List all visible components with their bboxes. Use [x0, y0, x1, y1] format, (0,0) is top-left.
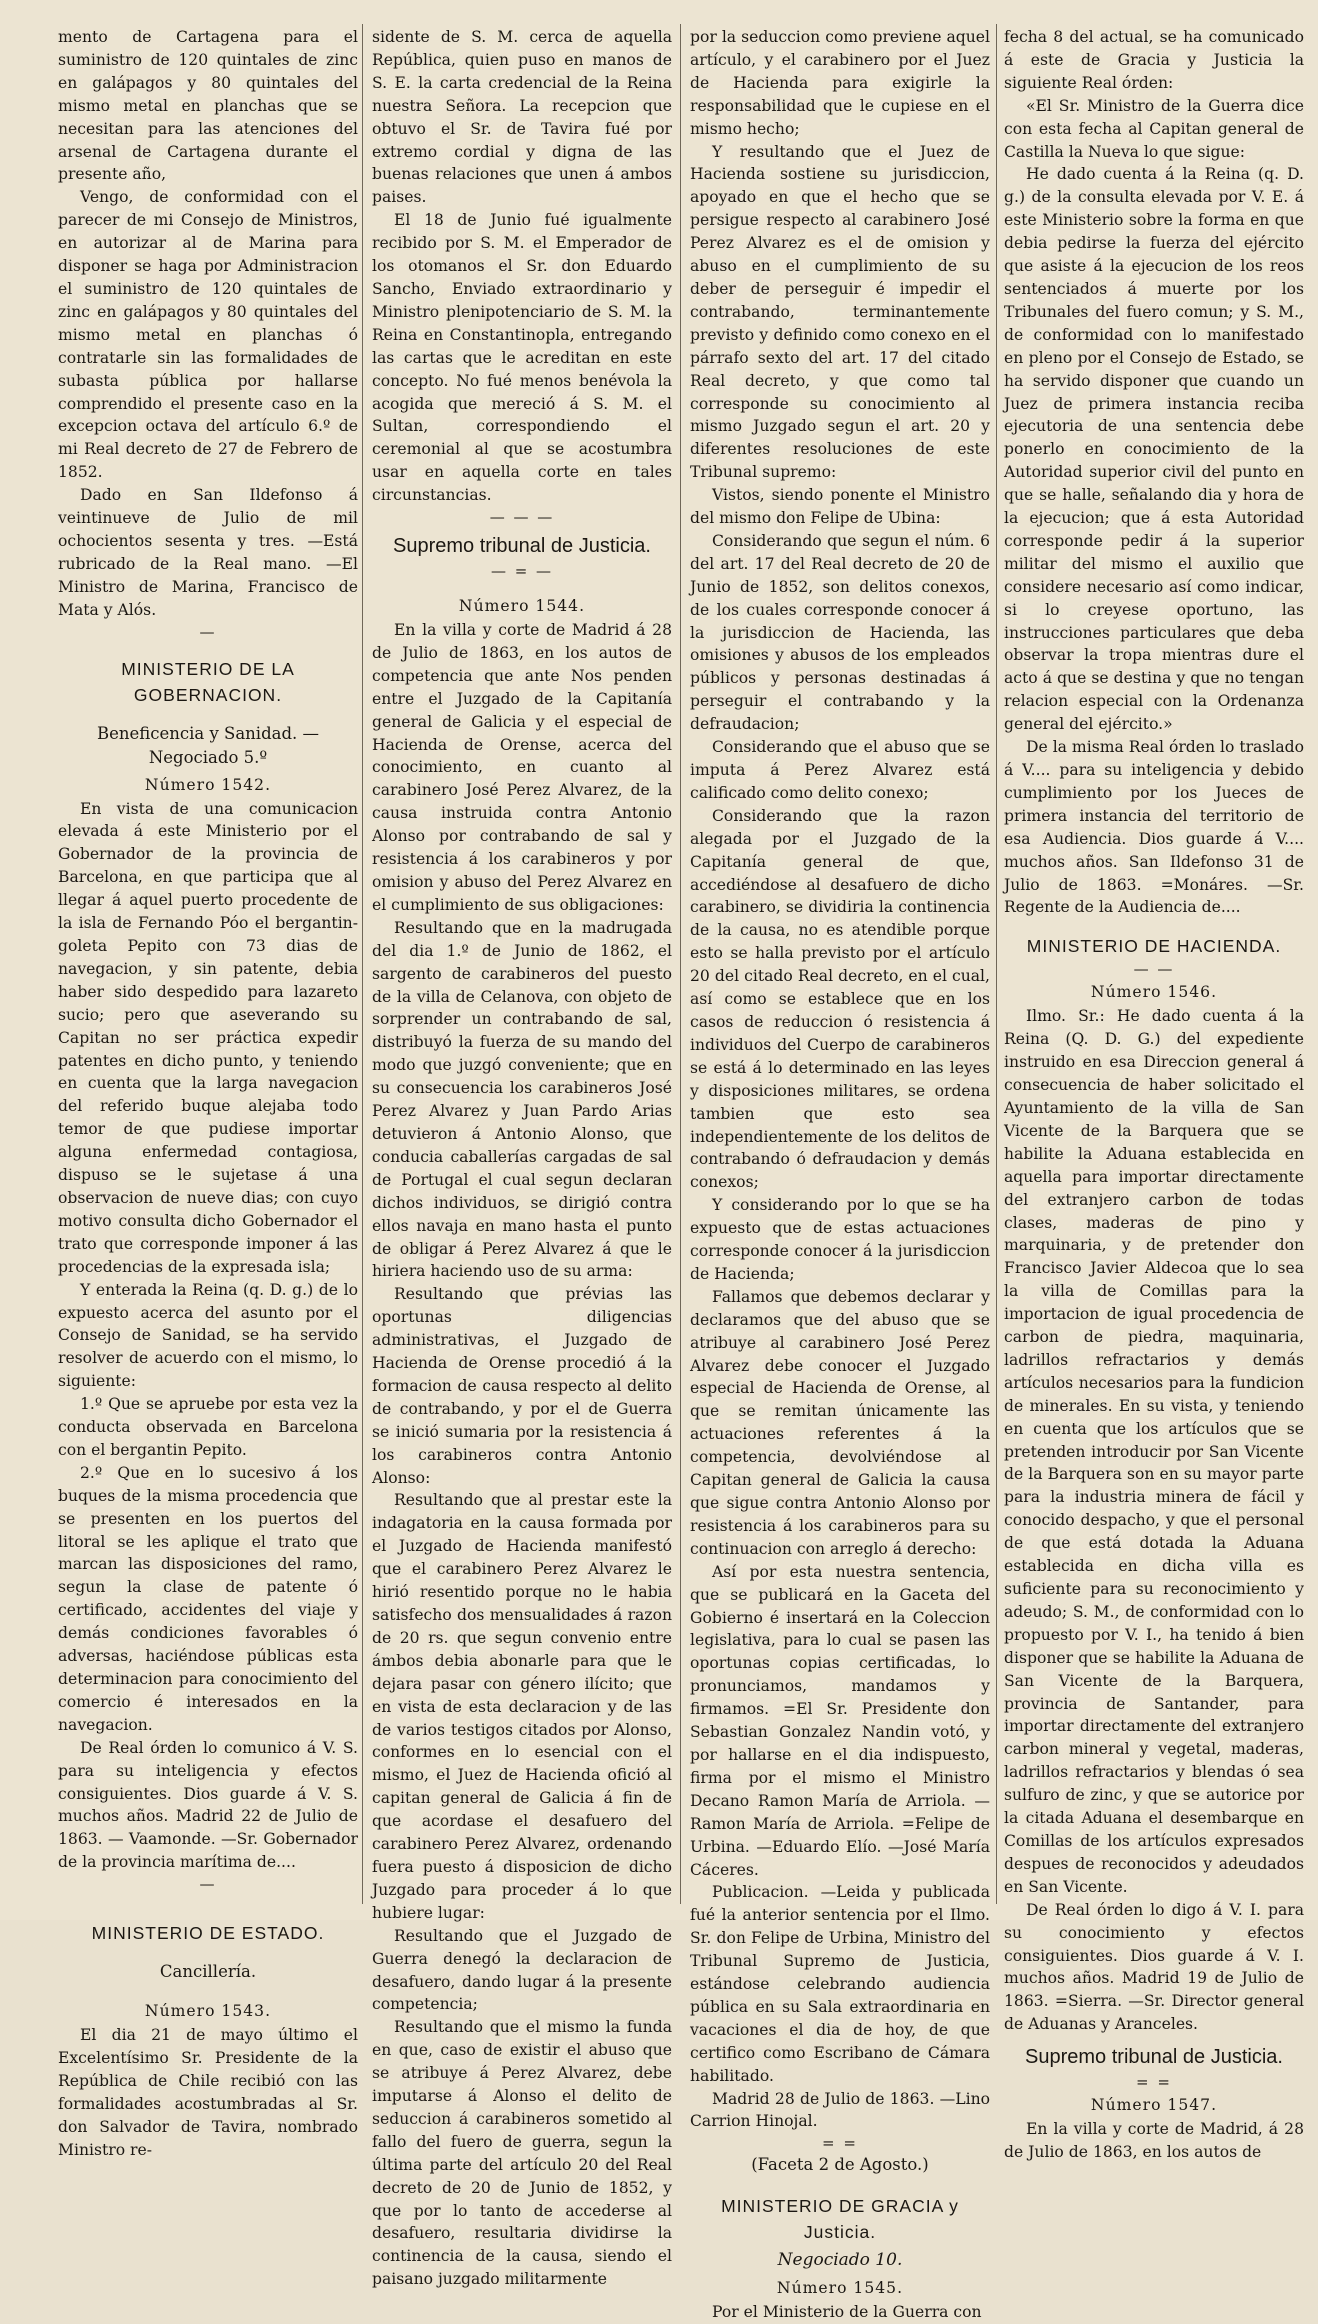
- paragraph: Considerando que la razon alegada por el Juzgado de la Capitanía general de que, accediéndose al desafuero de dicho carabinero, se dividiria la continencia de la causa, no es atendible porque esto se halla previsto por el artículo 20 del citado Real decreto, en el cual, así como se establece que en los casos de reduccion ó resistencia á individuos del Cuerpo de carabineros se está á lo determinado en las leyes y disposiciones militares, se ordena tambien que esto sea independientemente de los delitos de contrabando ó defraudacion y demás conexos;: [690, 806, 990, 1192]
- paragraph: por la seduccion como previene aquel artículo, y el carabinero por el Juez de Hacienda para exigirle la responsabilidad que le cupiese en el mismo hecho;: [690, 28, 990, 138]
- separator: — — —: [489, 508, 555, 527]
- paragraph: En vista de una comunicacion elevada á este Ministerio por el Gobernador de la provincia de Barcelona, en que participa que al llegar á aquel puerto procedente de la isla de Fernando Póo el bergantin-goleta Pepito con 73 dias de navegacion, y sin patente, debia haber sido despedido para lazareto sucio; pero que aseverando su Capitan no ser práctica expedir patentes en dicho punto, y teniendo en cuenta que la larga navegacion del referido buque alejaba todo temor de que pudiese importar alguna enfermedad contagiosa, dispuso se le sujetase á una observacion de nueve dias; con cuyo motivo consulta dicho Gobernador el trato que corresponde imponer á las procedencias de la expresada isla;: [58, 799, 358, 1276]
- section-heading-gracia-justicia: MINISTERIO DE GRACIA y Justicia.: [721, 2196, 959, 2243]
- section-heading-estado: MINISTERIO DE ESTADO.: [91, 1923, 325, 1944]
- column-3: [690, 26, 990, 2322]
- separator: —: [199, 622, 217, 641]
- paragraph: Vengo, de conformidad con el parecer de mi Consejo de Ministros, en autorizar al de Marina para disponer se haga por Administracion el suministro de 120 quintales de zinc en galápagos y 80 quintales del mismo metal en planchas ó contratarle sin las formalidades de subasta pública por hallarse comprendido el presente caso en la excepcion octava del artículo 6.º de mi Real decreto de 27 de Febrero de 1852.: [58, 188, 358, 482]
- paragraph: Así por esta nuestra sentencia, que se publicará en la Gaceta del Gobierno é insertará en la Coleccion legislativa, para lo cual se pasen las oportunas copias certificadas, lo pronunciamos, mandamos y firmamos. =El Sr. Presidente don Sebastian Gonzalez Nandin votó, y por hallarse en el dia indispuesto, firma por el mismo el Ministro Decano Ramon María de Arriola. —Ramon María de Arriola. =Felipe de Urbina. —Eduardo Elío. —José María Cáceres.: [690, 1562, 990, 1879]
- paragraph: De la misma Real órden lo traslado á V.... para su inteligencia y debido cumplimiento por los Jueces de primera instancia del territorio de esa Audiencia. Dios guarde á V.... muchos años. San Ildefonso 31 de Julio de 1863. =Monáres. —Sr. Regente de la Audiencia de....: [1004, 738, 1305, 917]
- paragraph: mento de Cartagena para el suministro de 120 quintales de zinc en galápagos y 80 quintales del mismo metal en planchas que se necesitan para las atenciones del arsenal de Cartagena durante el presente año,: [58, 28, 358, 184]
- separator: = =: [1136, 2073, 1172, 2092]
- section-heading-gobernacion: MINISTERIO DE LA GOBERNACION.: [121, 658, 295, 705]
- paragraph: Resultando que el mismo la funda en que, caso de existir el abuso que se atribuye á Perez Alvarez, debe imputarse á Alonso el delito de seduccion á carabineros sometido al fallo del fuero de guerra, segun la última parte del artículo 20 del Real decreto de 20 de Junio de 1852, y que por lo tanto de accederse al desafuero, resultaria dividirse la continencia de la causa, siendo el paisano juzgado militarmente: [372, 2018, 672, 2289]
- subheading-beneficencia: Beneficencia y Sanidad. —Negociado 5.º: [96, 723, 320, 767]
- paragraph: De Real órden lo comunico á V. S. para su inteligencia y efectos consiguientes. Dios guarde á V. S. muchos años. Madrid 22 de Julio de 1863. — Vaamonde. —Sr. Gobernador de la provincia marítima de....: [58, 1738, 358, 1872]
- paragraph: Vistos, siendo ponente el Ministro del mismo don Felipe de Ubina:: [690, 486, 990, 528]
- paragraph: De Real órden lo digo á V. I. para su conocimiento y efectos consiguientes. Dios guarde á V. I. muchos años. Madrid 19 de Julio de 1863. =Sierra. —Sr. Director general de Aduanas y Aranceles.: [1004, 1900, 1304, 2034]
- paragraph: Considerando que el abuso que se imputa á Perez Alvarez está calificado como delito conexo;: [690, 738, 990, 802]
- column-2: [372, 26, 672, 2289]
- item-number: Número 1547.: [1090, 2096, 1218, 2115]
- paragraph: Resultando que el Juzgado de Guerra denegó la declaracion de desafuero, dando lugar á la presente competencia;: [372, 1926, 672, 2014]
- item-number: Número 1542.: [144, 775, 272, 794]
- paragraph: 1.º Que se apruebe por esta vez la conducta observada en Barcelona con el bergantin Pepito.: [58, 1395, 358, 1459]
- separator: = =: [822, 2134, 858, 2153]
- separator: —: [199, 1875, 217, 1894]
- paragraph: Considerando que segun el núm. 6 del art. 17 del Real decreto de 20 de Junio de 1852, son delitos conexos, de los cuales corresponde conocer á la jurisdiccion de Hacienda, las omisiones y abusos de los empleados públicos y personas destinadas á perseguir el contrabando y la defraudacion;: [690, 531, 990, 734]
- item-number: Número 1546.: [1090, 983, 1218, 1002]
- paragraph: Dado en San Ildefonso á veintinueve de Julio de mil ochocientos sesenta y tres. —Está rubricado de la Real mano. —El Ministro de Marina, Francisco de Mata y Alós.: [58, 486, 358, 619]
- paragraph: En la villa y corte de Madrid, á 28 de Julio de 1863, en los autos de: [1004, 2120, 1304, 2162]
- paragraph: 2.º Que en lo sucesivo á los buques de la misma procedencia que se presenten en los puertos del litoral se les aplique el trato que marcan las disposiciones del ramo, segun la clase de patente ó certificado, accidentes del viaje y demás condiciones favorables ó adversas, haciéndose públicas esta determinacion para conocimiento del comercio é interesados en la navegacion.: [58, 1463, 358, 1734]
- paragraph: sidente de S. M. cerca de aquella República, quien puso en manos de S. E. la carta credencial de la Reina nuestra Señora. La recepcion que obtuvo el Sr. de Tavira fué por extremo cordial y digna de las buenas relaciones que unen á ambos paises.: [372, 28, 672, 207]
- paragraph: Por el Ministerio de la Guerra con: [712, 2303, 982, 2322]
- paragraph: En la villa y corte de Madrid á 28 de Julio de 1863, en los autos de competencia que ante Nos penden entre el Juzgado de la Capitanía general de Galicia y el especial de Hacienda de Orense, acerca del conocimiento, en cuanto al carabinero José Perez Alvarez, de la causa instruida contra Antonio Alonso por contrabando de sal y resistencia á los carabineros y por omision y abuso del Perez Alvarez en el cumplimiento de sus obligaciones:: [372, 621, 672, 914]
- paragraph: El dia 21 de mayo último el Excelentísimo Sr. Presidente de la República de Chile recibió con las formalidades acostumbradas al Sr. don Salvador de Tavira, nombrado Ministro re-: [58, 2026, 358, 2159]
- paragraph: «El Sr. Ministro de la Guerra dice con esta fecha al Capitan general de Castilla la Nueva lo que sigue:: [1004, 96, 1304, 161]
- item-number: Número 1545.: [776, 2279, 904, 2298]
- column-rule-2: [680, 24, 681, 1904]
- column-1: [58, 26, 358, 2159]
- paragraph: Y enterada la Reina (q. D. g.) de lo expuesto acerca del asunto por el Consejo de Sanidad, se ha servido resolver de acuerdo con el mismo, lo siguiente:: [58, 1280, 358, 1391]
- section-heading-supremo-tribunal: Supremo tribunal de Justicia.: [1025, 2046, 1283, 2069]
- separator: — = —: [490, 562, 554, 581]
- paragraph: Resultando que al prestar este la indagatoria en la causa formada por el Juzgado de Hacienda manifestó que el carabinero Perez Alvarez le hirió resentido porque no le habia satisfecho dos mensualidades á razon de 20 rs. que segun convenio entre ámbos debia abonarle para que le dejara pasar con género ilícito; que en vista de esta declaracion y de las de varios testigos citados por Alonso, conformes en lo esencial con el mismo, el Juez de Hacienda ofició al capitan general de Galicia á fin de que acordase el desafuero del carabinero Perez Alvarez, ordenando fuera puesto á disposicion de dicho Juzgado para proceder á lo que hubiere lugar:: [372, 1491, 672, 1922]
- negociado-label: Negociado 10.: [777, 2250, 903, 2271]
- section-heading-hacienda: MINISTERIO DE HACIENDA.: [1026, 936, 1282, 957]
- item-number: Número 1543.: [144, 2002, 272, 2021]
- section-heading-supremo-tribunal: Supremo tribunal de Justicia.: [393, 535, 651, 558]
- source-note: (Faceta 2 de Agosto.): [751, 2155, 929, 2175]
- paragraph: Resultando que prévias las oportunas diligencias administrativas, el Juzgado de Hacienda de Orense procedió á la formacion de causa respecto al delito de contrabando, y por el de Guerra se inició sumaria por la resistencia á los carabineros contra Antonio Alonso:: [372, 1285, 672, 1487]
- column-4: [1004, 26, 1305, 2162]
- paragraph: Y considerando por lo que se ha expuesto que de estas actuaciones corresponde conocer á la jurisdiccion de Hacienda;: [690, 1196, 990, 1283]
- paragraph: Ilmo. Sr.: He dado cuenta á la Reina (Q. D. G.) del expediente instruido en esa Direccion general á consecuencia de haber solicitado el Ayuntamiento de la villa de San Vicente de la Barquera que se habilite la Aduana establecida en aquella para importar directamente del extranjero carbon de todas clases, maderas de pino y marquinaria, y de pretender don Francisco Javier Aldecoa que lo sea la villa de Comillas para la importacion de igual procedencia de carbon de piedra, maquinaria, ladrillos refractarios y demás artículos necesarios para la fundicion de minerales. En su vista, y teniendo en cuenta que los artículos que se pretenden introducir por San Vicente de la Barquera son en su mayor parte para la industria minera de fácil y conocido despacho, y que el personal de que está dotada la Aduana establecida en dicha villa es suficiente para su reconocimiento y adeudo; S. M., de conformidad con lo propuesto por V. I., ha tenido á bien disponer que se habilite la Aduana de San Vicente de la Barquera, provincia de Santander, para importar directamente del extranjero carbon mineral y vegetal, maderas, ladrillos refractarios y blendas ó sea sulfuro de zinc, y que se autorice por la citada Aduana el desembarque en Comillas de los artículos expresados despues de reconocidos y adeudados en San Vicente.: [1004, 1007, 1304, 1896]
- paragraph: fecha 8 del actual, se ha comunicado á este de Gracia y Justicia la siguiente Real órden:: [1004, 28, 1304, 92]
- column-rule-1: [362, 24, 363, 1904]
- item-number: Número 1544.: [458, 597, 586, 616]
- paragraph: Resultando que en la madrugada del dia 1.º de Junio de 1862, el sargento de carabineros del puesto de la villa de Celanova, con objeto de sorprender un contrabando de sal, distribuyó la fuerza de su mando del modo que juzgó conveniente; que en su consecuencia los carabineros José Perez Alvarez y Juan Pardo Arias detuvieron á Antonio Alonso, que conducia caballerías cargadas de sal de Portugal el cual segun declaran dichos individuos, se dirigió contra ellos navaja en mano hasta el punto de obligar á Perez Alvarez á que le hiriera haciendo uso de su arma:: [372, 918, 672, 1281]
- paragraph: Publicacion. —Leida y publicada fué la anterior sentencia por el Ilmo. Sr. don Felipe de Urbina, Ministro del Tribunal Supremo de Justicia, estándose celebrando audiencia pública en su Sala extraordinaria en vacaciones el dia de hoy, de que certifico como Escribano de Cámara habilitado.: [690, 1883, 990, 2085]
- paragraph: Madrid 28 de Julio de 1863. —Lino Carrion Hinojal.: [690, 2089, 990, 2131]
- subheading-cancilleria: Cancillería.: [159, 1962, 257, 1982]
- paragraph: Fallamos que debemos declarar y declaramos que del abuso que se atribuye al carabinero José Perez Alvarez debe conocer el Juzgado especial de Hacienda de Orense, al que se remitan únicamente las actuaciones referentes á la competencia, devolviéndose al Capitan general de Galicia la causa que sigue contra Antonio Alonso por resistencia á los carabineros para su continuacion con arreglo á derecho:: [690, 1287, 990, 1558]
- paragraph: He dado cuenta á la Reina (q. D. g.) de la consulta elevada por V. E. á este Ministerio sobre la forma en que debia pedirse la fuerza del ejército que asiste á la ejecucion de los reos sentenciados á muerte por los Tribunales del fuero comun; y S. M., de conformidad con lo manifestado en pleno por el Consejo de Estado, se ha servido disponer que cuando un Juez de primera instancia reciba ejecutoria de una sentencia debe ponerlo en conocimiento de la Autoridad superior civil del punto en que se halle, señalando dia y hora de la ejecucion; que á esta Autoridad corresponde pedir á la superior militar del mismo el auxilio que considere necesario así como indicar, si lo creyese oportuno, las instrucciones particulares que deba observar la tropa mientras dure el acto á que se destina y que no tengan relacion especial con la Ordenanza general del ejército.»: [1004, 165, 1304, 734]
- separator: — —: [1133, 960, 1175, 979]
- paragraph: Y resultando que el Juez de Hacienda sostiene su jurisdiccion, apoyado en que el hecho que se persigue respecto al carabinero José Perez Alvarez es el de omision y abuso en el cumplimiento de su deber de perseguir é impedir el contrabando, terminantemente previsto y definido como conexo en el párrafo sexto del art. 17 del citado Real decreto, y que como tal corresponde su conocimiento al mismo Juzgado segun el art. 20 y diferentes resoluciones de este Tribunal supremo:: [690, 142, 990, 482]
- column-rule-3: [996, 24, 997, 1904]
- paragraph: El 18 de Junio fué igualmente recibido por S. M. el Emperador de los otomanos el Sr. don Eduardo Sancho, Enviado extraordinario y Ministro plenipotenciario de S. M. la Reina en Constantinopla, entregando las cartas que le acreditan en este concepto. No fué menos benévola la acogida que mereció á S. M. el Sultan, correspondiendo el ceremonial al que se acostumbra usar en aquella corte en tales circunstancias.: [372, 211, 672, 505]
